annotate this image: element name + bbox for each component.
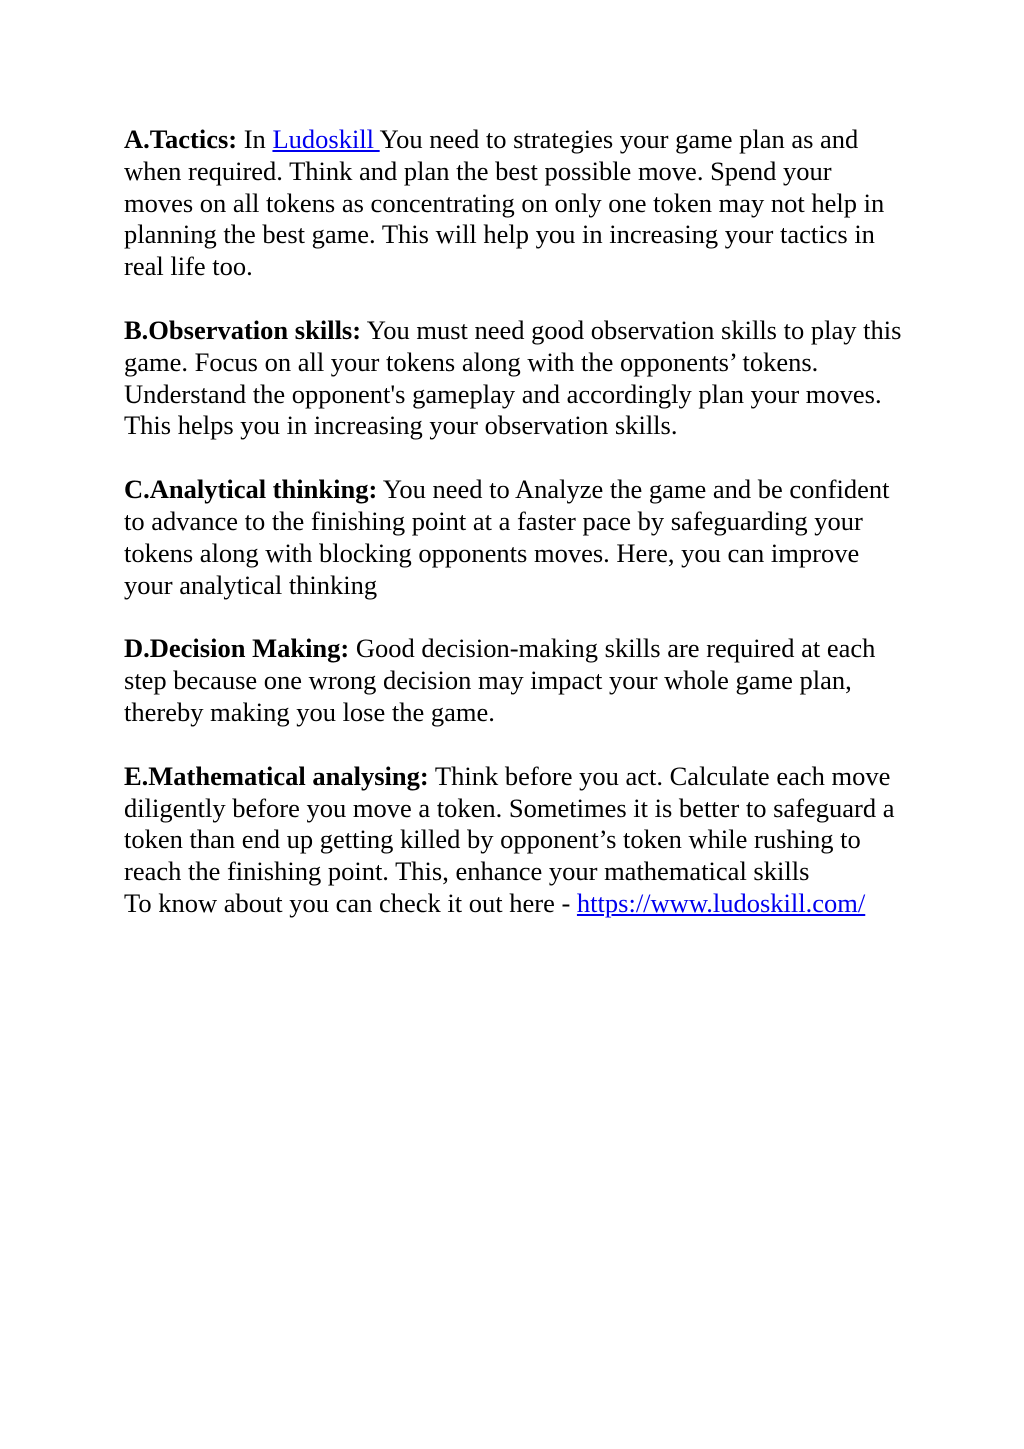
section-observation-skills: [124, 315, 904, 442]
section-heading: A.Tactics:: [124, 124, 238, 154]
section-text: Think before you act. Calculate each move diligently before you move a token. Sometimes it is better to safeguard a token than end up getting killed by opponent’s token while rushing to reach the finishing point. This, enhance your mathematical skills: [124, 760, 895, 887]
section-decision-making: [124, 633, 904, 728]
section-analytical-thinking: [124, 474, 904, 601]
section-text: In: [237, 124, 273, 154]
section-tactics: [124, 124, 904, 283]
section-heading: E.Mathematical analysing:: [124, 760, 429, 791]
section-text: You need to Analyze the game and be confident to advance to the finishing point at a faster pace by safeguarding your tokens along with blocking opponents moves. Here, you can improve your analytical thinking: [124, 474, 890, 600]
section-text: You must need good observation skills to play this game. Focus on all your tokens along with the opponents’ tokens. Understand the opponent's gameplay and accordingly plan your moves. This helps you in increasing your observation skills.: [124, 314, 902, 441]
website-link[interactable]: https://www.ludoskill.com/: [576, 887, 866, 918]
document-page: [124, 124, 904, 920]
section-heading: B.Observation skills:: [124, 314, 362, 345]
ludoskill-link[interactable]: Ludoskill: [272, 124, 380, 154]
section-mathematical-analysing: [124, 761, 904, 888]
section-text: You need to strategies your game plan as and when required. Think and plan the best possible move. Spend your moves on all tokens as concentrating on only one token may not help in planning the best game. This will help you in increasing your tactics in real life too.: [124, 124, 885, 282]
footer-text: To know about you can check it out here -: [124, 887, 577, 918]
footer-line: [124, 888, 904, 920]
section-text: Good decision-making skills are required at each step because one wrong decision may impact your whole game plan, thereby making you lose the game.: [124, 633, 876, 727]
section-heading: C.Analytical thinking:: [124, 474, 378, 505]
section-heading: D.Decision Making:: [124, 633, 350, 664]
